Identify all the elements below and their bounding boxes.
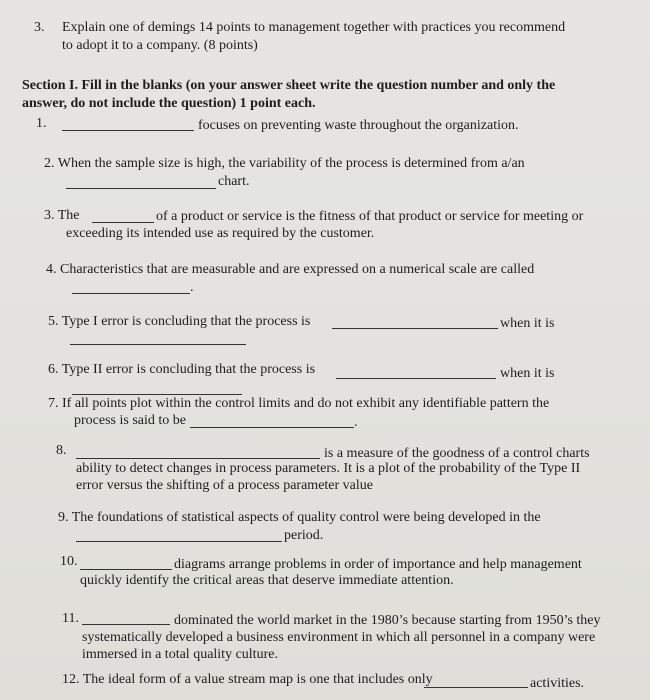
item11-blank[interactable] <box>82 624 170 625</box>
item7-blank[interactable] <box>190 427 354 428</box>
item12-text: 12. The ideal form of a value stream map is one that includes only <box>62 672 433 687</box>
item3-line2: exceeding its intended use as required by the customer. <box>66 226 375 241</box>
item9-line2: period. <box>284 528 324 543</box>
item4-line1: 4. Characteristics that are measurable and are expressed on a numerical scale are called <box>46 262 535 277</box>
item6-blank-a[interactable] <box>336 378 496 379</box>
item8-text: is a measure of the goodness of a control charts <box>324 446 590 461</box>
item10-number: 10. <box>60 554 78 569</box>
item11-number: 11. <box>62 611 79 626</box>
item1-blank[interactable] <box>62 130 194 131</box>
item2-line2: chart. <box>218 174 250 189</box>
item2-line1: 2. When the sample size is high, the variability of the process is determined from a/an <box>44 156 525 171</box>
item8-blank[interactable] <box>76 458 320 459</box>
item2-blank[interactable] <box>66 188 216 189</box>
item6-text: 6. Type II error is concluding that the process is <box>48 362 316 377</box>
section-title-line1: Section I. Fill in the blanks (on your answer sheet write the question number and only the <box>22 78 556 93</box>
item6-post: when it is <box>500 366 555 381</box>
item3-prefix: 3. The <box>44 208 80 223</box>
item10-line2: quickly identify the critical areas that deserve immediate attention. <box>80 573 454 588</box>
item12-blank[interactable] <box>424 687 528 688</box>
item10-text: diagrams arrange problems in order of importance and help management <box>174 557 582 572</box>
item10-blank[interactable] <box>80 569 172 570</box>
item11-line3: immersed in a total quality culture. <box>82 647 278 662</box>
item5-blank-a[interactable] <box>332 328 498 329</box>
item11-text: dominated the world market in the 1980’s because starting from 1950’s they <box>174 613 601 628</box>
item5-post: when it is <box>500 316 555 331</box>
item3-text: of a product or service is the fitness of that product or service for meeting or <box>156 209 584 224</box>
item5-blank-b[interactable] <box>70 344 246 345</box>
q3-line2: to adopt it to a company. (8 points) <box>62 38 258 53</box>
item7-line1: 7. If all points plot within the control limits and do not exhibit any identifiable pattern the <box>48 396 550 411</box>
item4-end: . <box>190 280 194 295</box>
item8-line2: ability to detect changes in process parameters. It is a plot of the probability of the Type II <box>76 461 581 476</box>
item11-line2: systematically developed a business environment in which all personnel in a company were <box>82 630 596 645</box>
item3-blank[interactable] <box>92 222 154 223</box>
section-title-line2: answer, do not include the question) 1 point each. <box>22 96 316 111</box>
item1-number: 1. <box>36 116 47 131</box>
item8-line3: error versus the shifting of a process parameter value <box>76 478 373 493</box>
item4-blank[interactable] <box>72 293 190 294</box>
item9-line1: 9. The foundations of statistical aspects of quality control were being developed in the <box>58 510 541 525</box>
item7-line2: process is said to be <box>74 413 186 428</box>
item9-blank[interactable] <box>76 541 282 542</box>
q3-line1: Explain one of demings 14 points to management together with practices you recommend <box>62 20 566 35</box>
item7-end: . <box>354 415 358 430</box>
item1-text: focuses on preventing waste throughout the organization. <box>198 118 519 133</box>
item12-post: activities. <box>530 676 585 691</box>
q3-number: 3. <box>34 20 45 35</box>
item8-number: 8. <box>56 443 67 458</box>
item6-blank-b[interactable] <box>72 394 242 395</box>
item5-text: 5. Type I error is concluding that the process is <box>48 314 311 329</box>
